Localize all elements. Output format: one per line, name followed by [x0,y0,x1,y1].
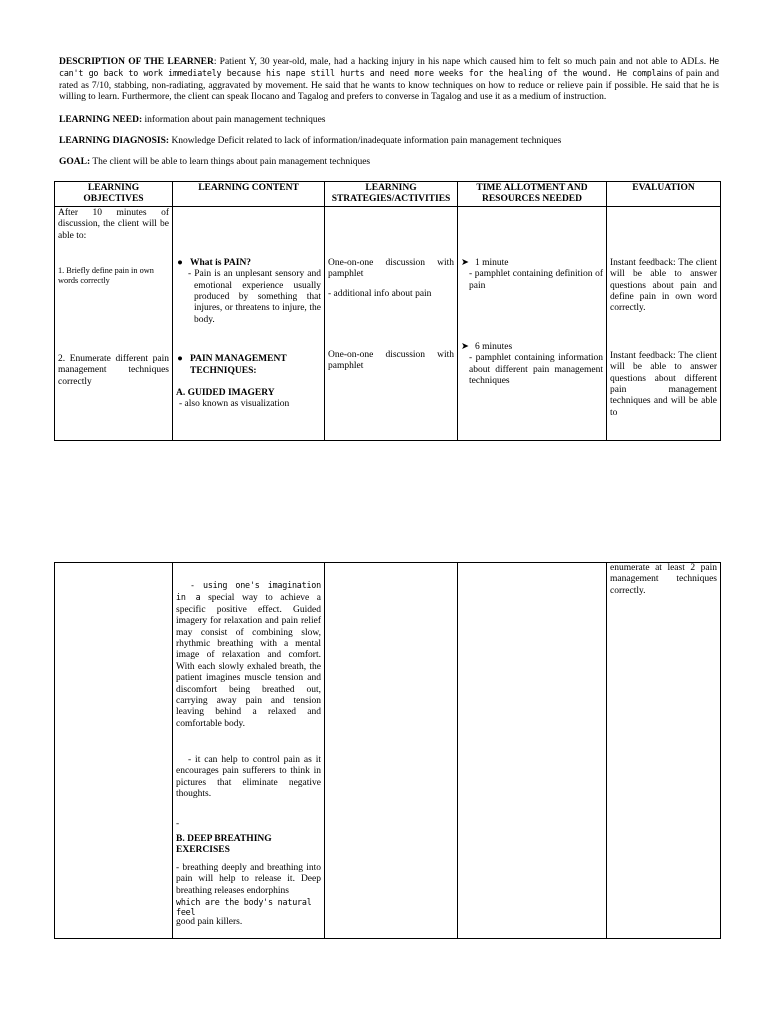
header-content: LEARNING CONTENT [173,182,325,207]
guided-imagery-mono: - using one's imagination in a [176,580,321,603]
bullet-icon: ● [177,354,183,365]
description-label: DESCRIPTION OF THE LEARNER [59,57,214,67]
evaluation-cell-continued [607,563,721,939]
content-techniques-heading [176,354,321,377]
learning-diagnosis-label: LEARNING DIAGNOSIS: [59,135,170,146]
objective-1: 1. Briefly define pain in own words correctly [58,266,154,285]
learning-diagnosis-text: Knowledge Deficit related to lack of information/inadequate information pain management techniques [169,135,562,146]
content-pain-definition: - Pain is an unplesant sensory and emotional experience usually produced by something that injures, or threatens to injure, the body. [188,269,321,325]
header-evaluation: EVALUATION [607,182,721,207]
goal-label: GOAL: [59,157,91,168]
description-mono-text: He can't go back to work immediately because his nape still hurts and need more weeks for the healing of the wound. He compla [59,56,719,79]
deep-breathing-text-end: good pain killers. [176,917,243,928]
content-guided-imagery-title: A. GUIDED IMAGERY [176,387,275,398]
content-guided-imagery-aka: - also known as visualization [179,399,290,410]
objective-2: 2. Enumerate different pain management techniques correctly [58,353,169,387]
goal-text: The client will be able to learn things about pain management techniques [90,157,371,168]
learning-diagnosis [59,136,719,147]
learner-description [59,56,719,104]
resources-1: - pamphlet containing definition of pain [469,269,603,291]
teaching-plan-table [54,181,721,441]
learner-intro [59,56,719,179]
arrow-bullet-icon: ➤ [461,257,469,268]
description-text: : Patient Y, 30 year-old, male, had a hacking injury in his nape which caused him to felt so much pain and not able to ADLs. [213,57,707,67]
description-text-cont: ins of pain and rated as 7/10, stabbing, non-radiating, aggravated by movement. He said that he wants to know techniques on how to reduce or relieve pain if possible. He said that he is willing to learn. Furthermore, the client can speak Ilocano and Tagalog and prefers to converse in Tagalog and use it as a medium of instruction. [59,69,719,103]
guided-imagery-description [176,580,321,730]
learning-need-text: information about pain management techniques [142,114,326,125]
time-resources-cell-continued [458,563,607,939]
content-cell-continued [173,563,325,939]
objectives-cell [55,206,173,440]
content-pain-heading [176,258,321,269]
bullet-icon: ● [177,257,183,268]
time-2-value: 6 minutes [475,342,513,353]
table-header-row [55,182,721,207]
deep-breathing-title: B. DEEP BREATHING EXERCISES [176,834,272,856]
time-1-value: 1 minute [475,257,509,268]
evaluation-cell [607,206,721,440]
header-time-resources: TIME ALLOTMENT AND RESOURCES NEEDED [458,182,607,207]
strategies-cell-continued [325,563,458,939]
strategy-1-extra: - additional info about pain [328,288,432,299]
deep-breathing-mono: which are the body's natural feel [176,896,312,918]
time-resources-cell [458,206,607,440]
content-techniques-title: PAIN MANAGEMENT TECHNIQUES: [190,354,287,376]
table-row [55,206,721,440]
evaluation-2: Instant feedback: The client will be able to answer questions about different pain management techniques and will be able to [610,350,717,418]
goal [59,157,719,168]
teaching-plan-table-continued [54,562,721,939]
time-2 [461,342,603,353]
content-pain-title: What is PAIN? [190,257,252,268]
dash-line: - [176,818,180,829]
time-1 [461,258,603,269]
objective-intro: After 10 minutes of discussion, the client will be able to: [58,207,169,241]
content-cell [173,206,325,440]
resources-2: - pamphlet containing information about different pain management techniques [469,353,603,387]
learning-need [59,115,719,126]
strategy-1: One-on-one discussion with pamphlet [328,257,454,280]
deep-breathing-text: - breathing deeply and breathing into pain will help to release it. Deep breathing releases endorphins [176,862,321,896]
arrow-bullet-icon: ➤ [461,342,469,353]
objectives-cell-continued [55,563,173,939]
header-strategies: LEARNING STRATEGIES/ACTIVITIES [325,182,458,207]
evaluation-1: Instant feedback: The client will be able to answer questions about pain and define pain in own word correctly. [610,257,717,314]
strategy-2: One-on-one discussion with pamphlet [328,350,454,372]
learning-need-label: LEARNING NEED: [59,114,143,125]
guided-imagery-text: special way to achieve a specific positive effect. Guided imagery for relaxation and pain relief may consist of combining slow, rhythmic breathing with a mental image of relaxation and comfort. With each slowly exhaled breath, the patient imagines muscle tension and discomfort being breathed out, carrying away pain and tension leaving behind a relaxed and comfortable body. [176,593,321,729]
header-objectives: LEARNING OBJECTIVES [55,182,173,207]
strategies-cell [325,206,458,440]
guided-imagery-benefit: - it can help to control pain as it encourages pain sufferers to think in pictures that eliminate negative thoughts. [176,755,321,800]
evaluation-2-continued: enumerate at least 2 pain management techniques correctly. [610,563,717,596]
table-row [55,563,721,939]
